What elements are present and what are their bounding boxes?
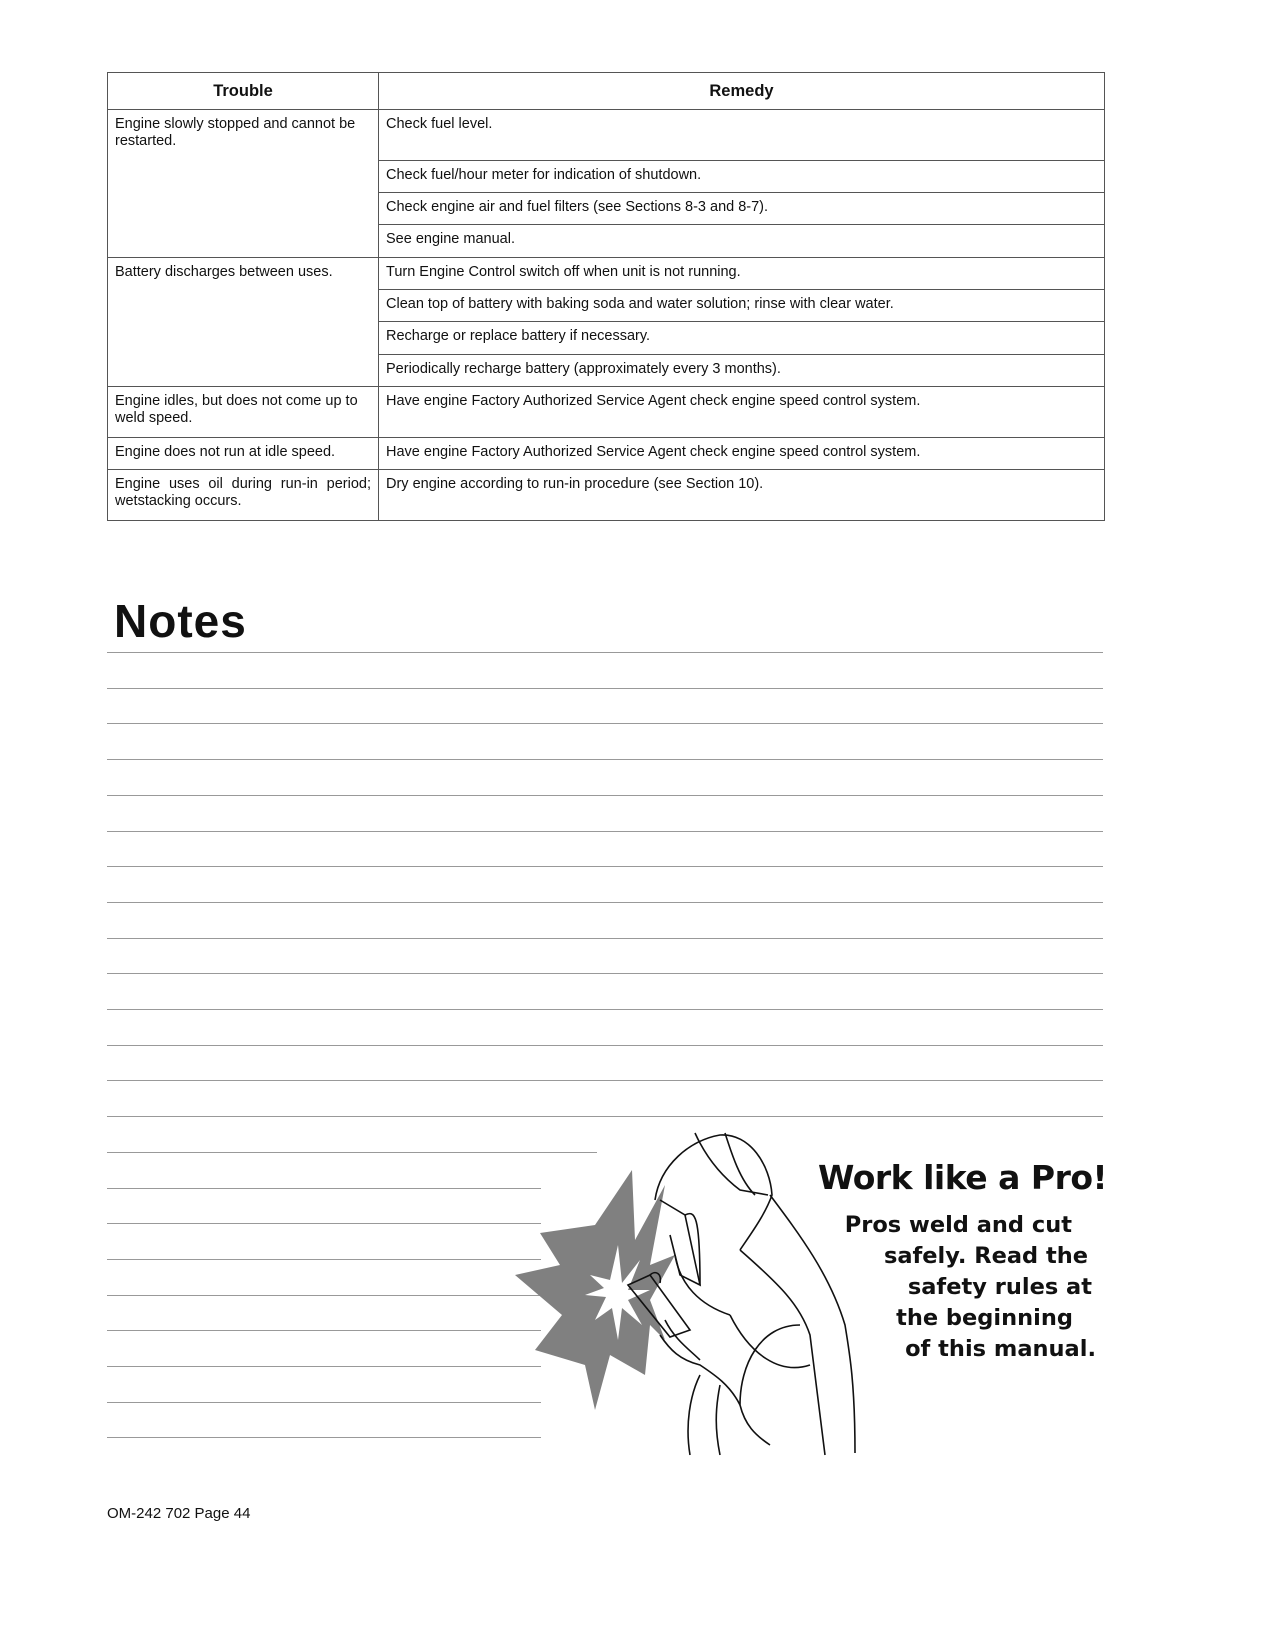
note-line (107, 795, 1103, 796)
note-line (107, 759, 1103, 760)
remedy-cell: Check fuel/hour meter for indication of shutdown. (379, 161, 1105, 193)
promo-line: safely. Read the (883, 1243, 1088, 1269)
remedy-cell: Clean top of battery with baking soda and water solution; rinse with clear water. (379, 290, 1105, 322)
promo-line: of this manual. (905, 1336, 1096, 1362)
note-line (107, 1080, 1103, 1081)
remedy-cell: Recharge or replace battery if necessary. (379, 322, 1105, 355)
note-line (107, 1330, 541, 1331)
page-footer: OM-242 702 Page 44 (107, 1505, 251, 1522)
note-line (107, 1116, 1103, 1117)
remedy-cell: Check fuel level. (379, 110, 1105, 161)
header-remedy: Remedy (379, 73, 1105, 110)
note-line (107, 831, 1103, 832)
trouble-cell: Battery discharges between uses. (108, 258, 379, 387)
promo-title: Work like a Pro! (818, 1158, 1108, 1197)
note-line (107, 1009, 1103, 1010)
note-line (107, 1437, 541, 1438)
note-line (107, 652, 1103, 653)
note-line (107, 1402, 541, 1403)
note-line (107, 902, 1103, 903)
note-line (107, 1366, 541, 1367)
promo-line: the beginning (896, 1305, 1073, 1331)
note-line (107, 1223, 541, 1224)
troubleshooting-table (107, 72, 1105, 521)
remedy-cell: Dry engine according to run-in procedure (see Section 10). (379, 470, 1105, 521)
remedy-cell: Have engine Factory Authorized Service Agent check engine speed control system. (379, 387, 1105, 438)
note-line (107, 1045, 1103, 1046)
note-line (107, 973, 1103, 974)
note-line (107, 938, 1103, 939)
promo-text (820, 1210, 1096, 1365)
note-line (107, 1188, 541, 1189)
note-line (107, 866, 1103, 867)
promo-line: safety rules at (907, 1274, 1092, 1300)
note-line (107, 723, 1103, 724)
header-trouble: Trouble (108, 73, 379, 110)
remedy-cell: Check engine air and fuel filters (see Sections 8-3 and 8-7). (379, 193, 1105, 225)
trouble-cell: Engine uses oil during run-in period; wetstacking occurs. (108, 470, 379, 521)
remedy-cell: Turn Engine Control switch off when unit is not running. (379, 258, 1105, 290)
trouble-cell: Engine idles, but does not come up to weld speed. (108, 387, 379, 438)
promo-line: Pros weld and cut (844, 1212, 1072, 1238)
note-line (107, 1259, 541, 1260)
trouble-cell: Engine slowly stopped and cannot be restarted. (108, 110, 379, 258)
remedy-cell: Periodically recharge battery (approximately every 3 months). (379, 355, 1105, 387)
remedy-cell: See engine manual. (379, 225, 1105, 258)
remedy-cell: Have engine Factory Authorized Service Agent check engine speed control system. (379, 438, 1105, 470)
note-line (107, 1295, 541, 1296)
weld-spark-burst (515, 1170, 675, 1410)
note-line (107, 688, 1103, 689)
trouble-cell: Engine does not run at idle speed. (108, 438, 379, 470)
notes-heading: Notes (114, 595, 247, 647)
